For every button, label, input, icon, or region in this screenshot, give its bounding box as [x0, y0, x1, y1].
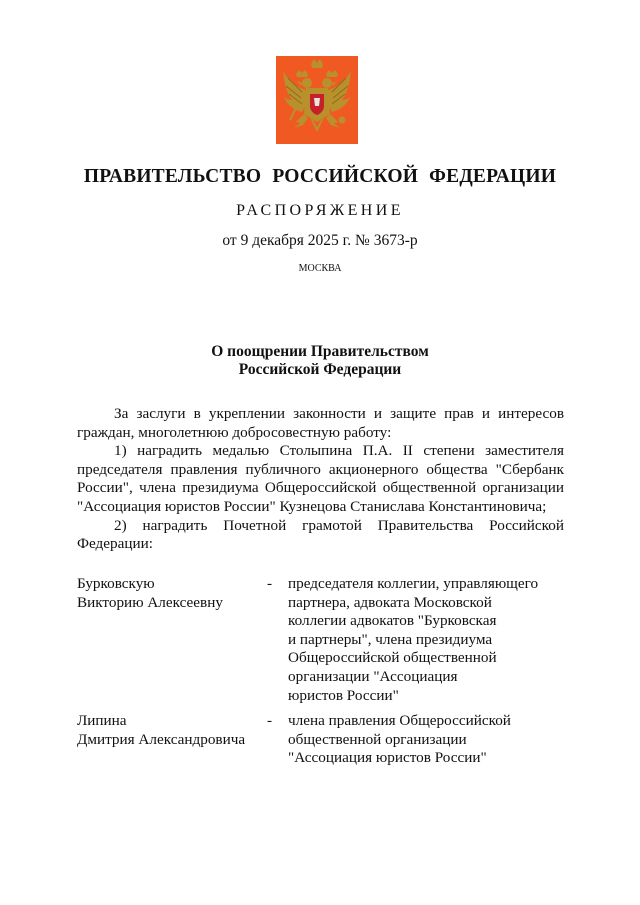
body-item-2: 2) наградить Почетной грамотой Правительства Российской Федерации: [77, 516, 564, 553]
subject-line: О поощрении Правительством [211, 343, 429, 360]
government-title: ПРАВИТЕЛЬСТВО РОССИЙСКОЙ ФЕДЕРАЦИИ [83, 166, 557, 187]
document-body [77, 405, 564, 554]
body-intro: За заслуги в укреплении законности и защите прав и интересов граждан, многолетнюю добросовестную работу: [77, 405, 564, 441]
document-date-number: от 9 декабря 2025 г. № 3673-р [222, 232, 418, 249]
awardee-title [288, 575, 564, 705]
awardee-title-line: председателя коллегии, управляющего [288, 575, 539, 592]
awardee-title-line: организации "Ассоциация [288, 667, 458, 685]
awardee-dash: - [267, 575, 273, 592]
awardee-title-line: партнера, адвоката Московской [288, 593, 492, 611]
awardee-title-line: коллегии адвокатов "Бурковская [288, 612, 497, 630]
coat-of-arms-icon [276, 56, 358, 144]
awardee-title-line: члена правления Общероссийской [288, 712, 511, 729]
awardee-title-line: "Ассоциация юристов России" [288, 749, 487, 767]
subject-line: Российской Федерации [238, 361, 402, 378]
awardee-title-line: и партнеры", члена президиума [288, 630, 493, 648]
document-subject [0, 343, 640, 379]
awardee-name [77, 712, 257, 749]
awardee-title-line: юристов России" [288, 686, 399, 704]
body-item-1: 1) наградить медалью Столыпина П.А. II степени заместителя председателя правления публичного акционерного общества "Сбербанк России", члена президиума Общероссийской общественной организации "Ассоциация юристов России" Кузнецова Станислава Константиновича; [77, 442, 564, 515]
document-city: МОСКВА [298, 263, 342, 274]
awardee-title-line: Общероссийской общественной [288, 649, 497, 667]
awardee-name-line: Липина [77, 712, 127, 729]
awardee-dash: - [267, 712, 273, 729]
awardee-name-line: Бурковскую [77, 575, 155, 592]
awardee-name-line: Викторию Алексеевну [77, 593, 223, 611]
document-type: РАСПОРЯЖЕНИЕ [236, 202, 404, 219]
awardee-name-line: Дмитрия Александровича [77, 730, 246, 748]
awardee-title [288, 712, 564, 768]
awardee-title-line: общественной организации [288, 730, 467, 748]
awardee-name [77, 575, 257, 612]
